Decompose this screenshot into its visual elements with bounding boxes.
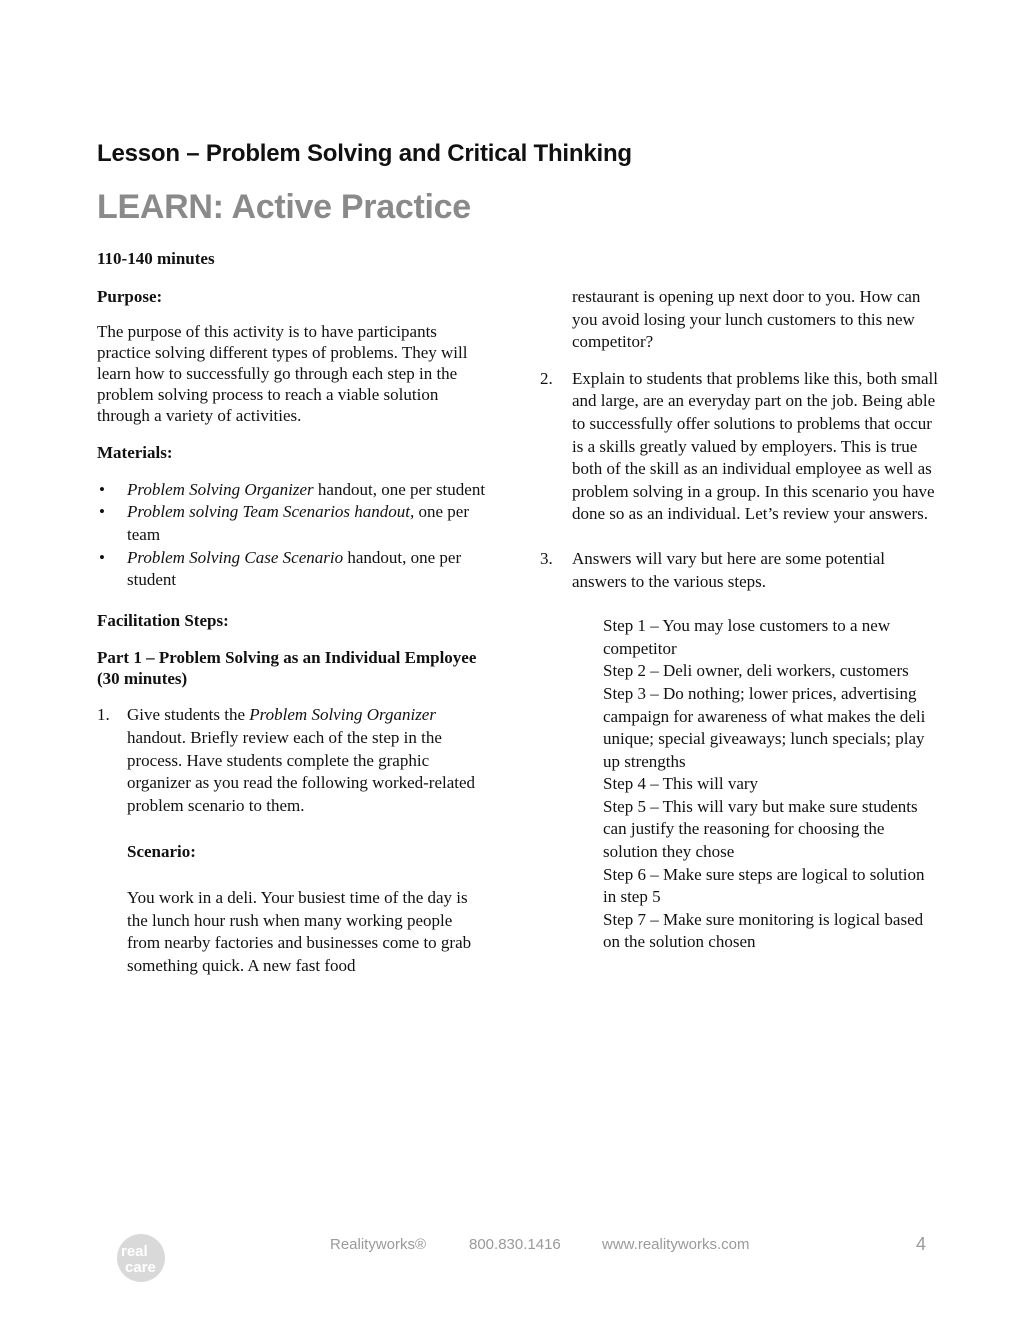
logo-text-bottom: care [125, 1259, 156, 1276]
answer-step: Step 2 – Deli owner, deli workers, customers [603, 661, 909, 681]
facilitation-step-2 [540, 368, 940, 526]
scenario-text: You work in a deli. Your busiest time of the day is the lunch hour rush when many working people from nearby factories and businesses come to grab something quick. A new fast food [127, 887, 472, 975]
material-title: Problem solving Team Scenarios handout, [127, 502, 415, 522]
step-text-italic: Problem Solving Organizer [249, 705, 436, 725]
answer-steps-list [540, 615, 940, 954]
logo-text-top: real [121, 1243, 148, 1260]
scenario-continued-text: restaurant is opening up next door to you. How can you avoid losing your lunch customers to this new competitor? [572, 287, 921, 352]
purpose-label: Purpose: [97, 286, 163, 306]
step-number: 3. [540, 548, 553, 568]
purpose-text: The purpose of this activity is to have participants practice solving different types of problems. They will learn how to successfully go through each step in the problem solving process to reach a viable solution through a variety of activities. [97, 322, 468, 426]
material-title: Problem Solving Case Scenario [127, 547, 344, 567]
right-column [540, 286, 940, 954]
page-heading: LEARN: Active Practice [97, 188, 471, 226]
answer-step: Step 1 – You may lose customers to a new competitor [603, 616, 891, 658]
materials-item [97, 547, 487, 592]
left-column [97, 248, 487, 977]
material-title: Problem Solving Organizer [127, 479, 314, 499]
material-detail: handout, one per student [127, 547, 462, 590]
answer-step: Step 7 – Make sure monitoring is logical based on the solution chosen [603, 909, 924, 952]
materials-list [97, 479, 487, 592]
answer-step: Step 3 – Do nothing; lower prices, advertising campaign for awareness of what makes the deli unique; special giveaways; lunch specials; play up strengths [603, 683, 926, 771]
step-text: Explain to students that problems like this, both small and large, are an everyday part on the job. Being able to successfully offer solutions to problems that occur is a skills greatly valued by employers. This is true both of the skill as an individual employee as well as problem solving in a group. In this scenario you have done so as an individual. Let’s review your answers. [572, 368, 938, 524]
bullet-icon: • [99, 479, 105, 499]
page-number: 4 [916, 1234, 927, 1254]
realcare-logo-icon [113, 1232, 169, 1284]
facilitation-step-3 [540, 548, 940, 593]
answer-step: Step 4 – This will vary [603, 774, 759, 794]
footer-website: www.realityworks.com [602, 1236, 750, 1253]
lesson-title: Lesson – Problem Solving and Critical Thinking [97, 140, 632, 167]
page-footer [0, 1232, 1024, 1292]
materials-item [97, 501, 487, 546]
materials-item [97, 479, 487, 502]
material-detail: handout, one per student [313, 479, 486, 499]
part1-label: Part 1 – Problem Solving as an Individual Employee (30 minutes) [97, 648, 477, 689]
step-text-post: handout. Briefly review each of the step in the process. Have students complete the graphic organizer as you read the following worked-related problem scenario to them. [127, 727, 476, 815]
step-number: 2. [540, 368, 553, 388]
step-text-pre: Give students the [127, 705, 250, 725]
material-detail: one per team [127, 502, 470, 544]
answer-step: Step 5 – This will vary but make sure students can justify the reasoning for choosing the solution they chose [603, 796, 918, 862]
bullet-icon: • [99, 547, 105, 567]
footer-phone: 800.830.1416 [469, 1236, 561, 1253]
bullet-icon: • [99, 502, 105, 522]
scenario-label: Scenario: [127, 842, 196, 862]
facilitation-label: Facilitation Steps: [97, 610, 229, 630]
step-number: 1. [97, 705, 110, 725]
materials-label: Materials: [97, 443, 173, 463]
step-text: Answers will vary but here are some potential answers to the various steps. [572, 548, 885, 591]
duration: 110-140 minutes [97, 249, 215, 268]
footer-company: Realityworks® [330, 1236, 427, 1253]
answer-step: Step 6 – Make sure steps are logical to solution in step 5 [603, 864, 925, 907]
facilitation-step-1 [97, 704, 487, 817]
